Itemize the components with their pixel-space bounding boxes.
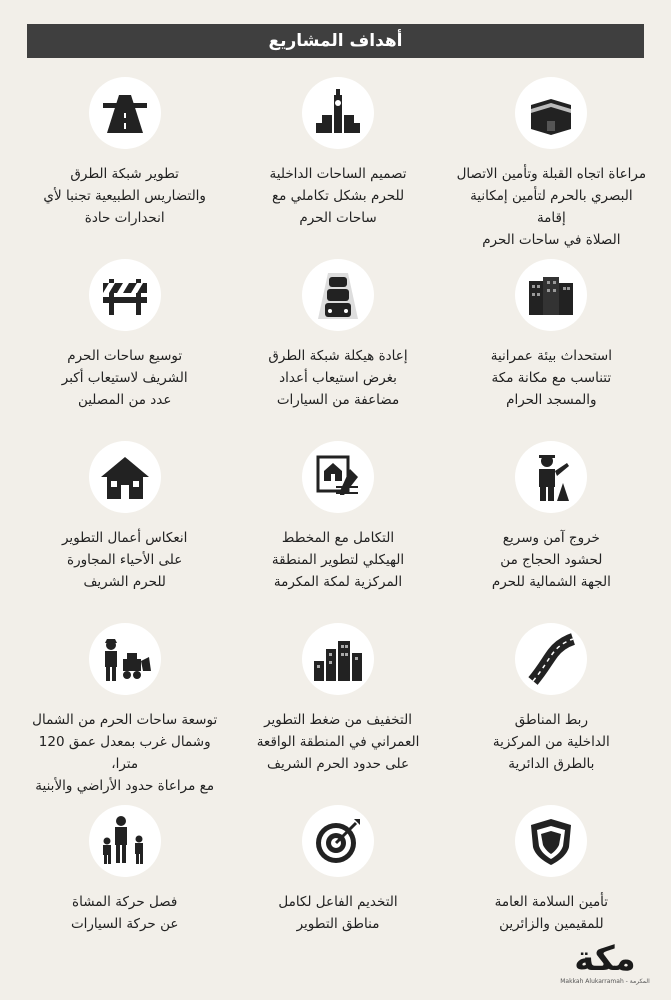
city-icon: [302, 623, 374, 695]
highway-icon: [89, 77, 161, 149]
goal-text: تأمين السلامة العامة للمقيمين والزائرين: [494, 894, 609, 932]
page-title: أهداف المشاريع: [268, 31, 403, 51]
goal-text: تطوير شبكة الطرق والتضاريس الطبيعية تجنبا لأي انحدارات حادة: [43, 166, 206, 226]
road-icon: [515, 623, 587, 695]
goal-text: توسيع ساحات الحرم الشريف لاستيعاب أكبر عدد من المصلين: [61, 348, 188, 408]
clock-tower-icon: [302, 77, 374, 149]
goal-item: [445, 75, 658, 257]
goal-text: مراعاة اتجاه القبلة وتأمين الاتصال البصري بالحرم لتأمين إمكانية إقامة الصلاة في ساحات الحرم: [456, 166, 647, 248]
page-title-bar: [27, 24, 644, 58]
barrier-icon: [89, 259, 161, 331]
goal-item: [231, 75, 444, 257]
shield-icon: [515, 805, 587, 877]
goal-item: [18, 75, 231, 257]
goal-item: [445, 439, 658, 621]
goal-item: [231, 439, 444, 621]
goal-item: [18, 439, 231, 621]
goal-text: التخديم الفاعل لكامل مناطق التطوير: [278, 894, 398, 932]
goal-text: خروج آمن وسريع لحشود الحجاج من الجهة الشمالية للحرم: [491, 530, 611, 590]
buildings-icon: [515, 259, 587, 331]
goal-item: [445, 257, 658, 439]
goal-item: [231, 621, 444, 803]
goal-text: التكامل مع المخطط الهيكلي لتطوير المنطقة المركزية لمكة المكرمة: [271, 530, 405, 590]
goal-item: [231, 257, 444, 439]
logo-subtitle: Makkah Alukarramah - المكرمة: [560, 978, 650, 985]
goal-text: استحداث بيئة عمرانية تتناسب مع مكانة مكة والمسجد الحرام: [490, 348, 612, 408]
goals-grid: [18, 75, 658, 985]
logo-mark: مكة: [574, 939, 636, 979]
kaaba-icon: [515, 77, 587, 149]
goal-text: فصل حركة المشاة عن حركة السيارات: [70, 894, 179, 932]
goal-text: التخفيف من ضغط التطوير العمراني في المنطقة الواقعة على حدود الحرم الشريف: [256, 712, 420, 772]
goal-text: انعكاس أعمال التطوير على الأحياء المجاورة للحرم الشريف: [61, 530, 188, 590]
goal-text: تصميم الساحات الداخلية للحرم بشكل تكاملي مع ساحات الحرم: [269, 166, 407, 226]
goal-item: [231, 803, 444, 985]
goal-item: [18, 257, 231, 439]
goal-text: توسعة ساحات الحرم من الشمال وشمال غرب بمعدل عمق 120 مترا، مع مراعاة حدود الأراضي والأبنية: [32, 712, 218, 794]
makkah-logo: [560, 940, 650, 990]
house-icon: [89, 441, 161, 513]
goal-text: ربط المناطق الداخلية من المركزية بالطرق الدائرية: [492, 712, 610, 772]
worker-bulldozer-icon: [89, 623, 161, 695]
family-walking-icon: [89, 805, 161, 877]
target-icon: [302, 805, 374, 877]
plan-document-icon: [302, 441, 374, 513]
traffic-cars-icon: [302, 259, 374, 331]
goal-text: إعادة هيكلة شبكة الطرق بغرض استيعاب أعداد مضاعفة من السيارات: [268, 348, 408, 408]
traffic-officer-icon: [515, 441, 587, 513]
goal-item: [18, 621, 231, 803]
goal-item: [18, 803, 231, 985]
goal-item: [445, 621, 658, 803]
